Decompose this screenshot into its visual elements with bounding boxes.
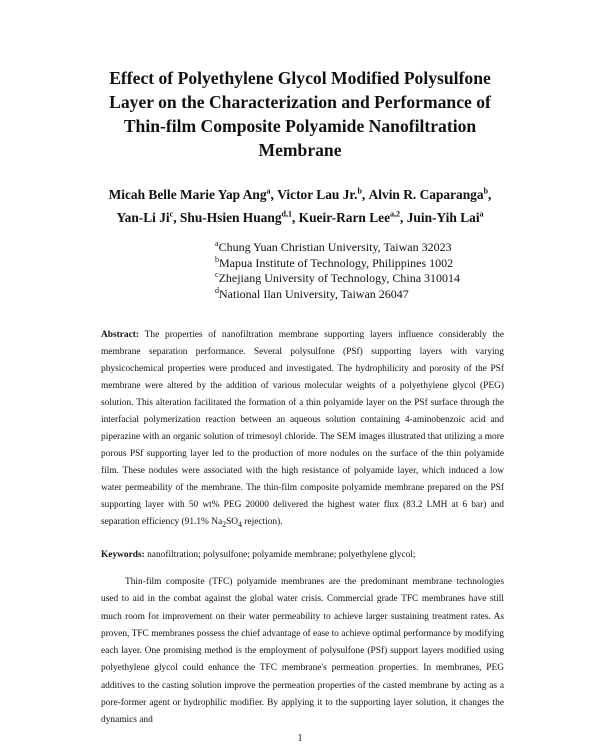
abstract-subscript-2: 4: [238, 519, 242, 529]
intro-paragraph: Thin-film composite (TFC) polyamide membranes are the predominant membrane technologies used to aid in the combat against the global water crisis. Commercial grade TFC membranes have still much room for improvement on their water permeability to achieve larger sustaining treatment rates. As proven, TFC membranes possess the chief advantage of ease to achieve optimal performance by modifying each layer. One promising method is the employment of polysulfone (PSf) support layers modified using polyethylene glycol could enhance the TFC membrane's permeation properties. In membranes, PEG additives to the casting solution improve the permeation properties of the casted membrane by acting as a pore-former agent or hydrophilic modifier. By applying it to the supporting layer solution, it changes the dynamics and: [101, 577, 504, 726]
author-name: Yan-Li Ji: [116, 210, 170, 225]
author-affiliation-mark: c: [169, 209, 174, 219]
abstract: [101, 327, 504, 533]
author-name: Kueir-Rarn Lee: [298, 210, 391, 225]
abstract-tail-post: rejection).: [241, 517, 283, 527]
author-line-2: Yan-Li Ji$^c$, Shu-Hsien Huang$^{d,1}$, Kueir-Rarn Lee$^{a,2}$, Juin-Yih Lai$^a$: [116, 209, 484, 225]
affiliation-item: [215, 256, 475, 272]
author-name: Alvin R. Caparanga: [368, 187, 484, 202]
abstract-label: Abstract:: [101, 330, 140, 340]
affiliation-mark: c: [215, 270, 219, 279]
affiliation-text: Chung Yuan Christian University, Taiwan 32023: [218, 240, 452, 254]
affiliation-item: [215, 287, 475, 303]
author-affiliation-mark: a,2: [390, 209, 401, 219]
keywords-text: nanofiltration; polysulfone; polyamide membrane; polyethylene glycol;: [147, 550, 416, 560]
title-line-3: Thin-film Composite Polyamide Nanofiltration: [123, 116, 477, 136]
affiliation-mark: a: [215, 239, 219, 248]
author-name: Shu-Hsien Huang: [179, 210, 282, 225]
author-line-1: Micah Belle Marie Yap Ang$^a$, Victor Lau Jr.$^b$, Alvin R. Caparanga$^b$,: [108, 186, 492, 202]
affiliation-mark: b: [215, 254, 219, 264]
author-affiliation-mark: d,1: [281, 209, 292, 219]
affiliation-list: [215, 240, 475, 302]
author-affiliation-mark: b: [483, 186, 489, 196]
keywords-label: Keywords:: [101, 550, 145, 560]
affiliation-item: [215, 240, 475, 256]
paper-title: [80, 66, 520, 162]
author-list: [60, 183, 540, 229]
author-affiliation-mark: b: [357, 186, 362, 196]
keywords: [101, 548, 521, 562]
title-line-2: Layer on the Characterization and Performance of: [109, 92, 491, 112]
affiliation-mark: d: [215, 285, 219, 295]
affiliation-item: [215, 271, 475, 287]
author-affiliation-mark: a: [479, 209, 484, 219]
abstract-text: The properties of nanofiltration membrane supporting layers influence considerably the membrane separation performance. Several polysulfone (PSf) supporting layers with varying physicochemical properties were produced and investigated. The hydrophilicity and porosity of the PSf membrane were altered by the addition of various molecular weights of a polyethylene glycol (PEG) solution. This alteration facilitated the formation of a thin polyamide layer on the PSf surface through the interfacial polymerization reaction between an aqueous solution containing 4-aminobenzoic acid and piperazine with an organic solution of trimesoyl chloride. The SEM images illustrated that utilizing a more porous PSf supporting layer led to the production of more nodules on the surface of the thin polyamide film. These nodules were associated with the high resistance of polyamide layer, which induced a low water permeability of the membrane. The thin-film composite polyamide membrane prepared on the PSf supporting layer with 50 wt% PEG 20000 delivered the highest water flux (83.2 LMH at 6 bar) and separation efficiency (91.1%: [101, 330, 504, 527]
author-name: Victor Lau Jr.: [277, 187, 358, 202]
author-name: Juin-Yih Lai: [406, 210, 480, 225]
affiliation-text: National Ilan University, Taiwan 26047: [219, 286, 409, 301]
title-line-1: Effect of Polyethylene Glycol Modified Polysulfone: [109, 68, 491, 88]
abstract-tail-pre: Na: [211, 517, 223, 527]
affiliation-text: Mapua Institute of Technology, Philippines 1002: [219, 255, 454, 270]
abstract-subscript-1: 2: [222, 519, 227, 529]
title-line-4: Membrane: [258, 140, 342, 160]
page-number: 1: [297, 733, 303, 744]
author-name: Micah Belle Marie Yap Ang: [108, 187, 267, 202]
author-affiliation-mark: a: [266, 186, 271, 196]
affiliation-text: Zhejiang University of Technology, China 310014: [218, 271, 461, 285]
abstract-tail-mid: SO: [226, 517, 239, 527]
